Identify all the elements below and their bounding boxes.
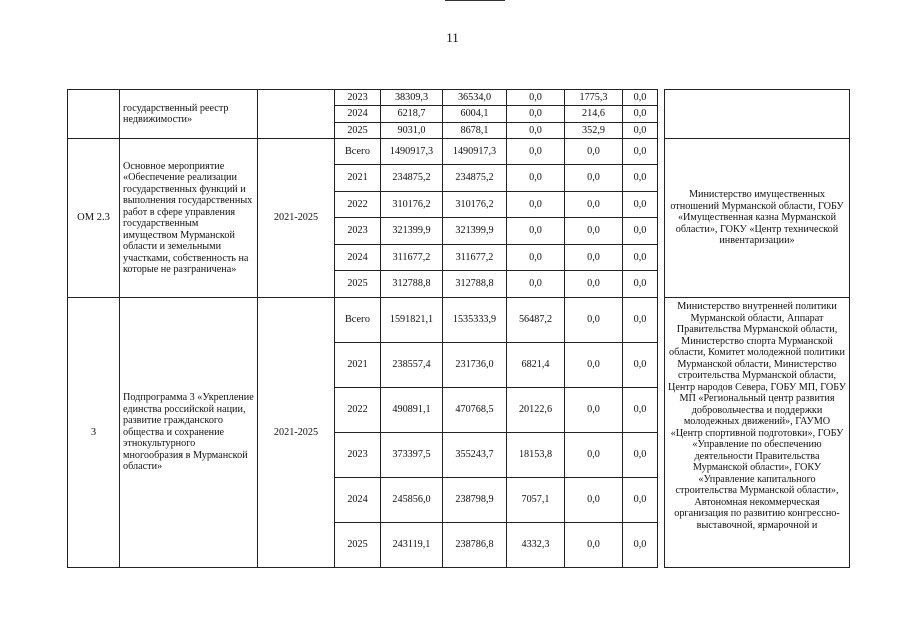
total-value: 234875,2	[381, 165, 443, 192]
federal-budget-value: 0,0	[507, 123, 565, 139]
local-budget-value: 0,0	[565, 523, 623, 568]
table-row	[68, 139, 850, 165]
executor-cell	[665, 90, 850, 139]
total-value: 238557,4	[381, 343, 443, 388]
local-budget-value: 0,0	[565, 298, 623, 343]
year-cell: 2023	[335, 90, 381, 106]
measure-name-cell: государственный реестр недвижимости»	[120, 90, 258, 139]
total-value: 311677,2	[381, 245, 443, 271]
year-cell: 2023	[335, 218, 381, 245]
other-sources-value: 0,0	[623, 165, 658, 192]
local-budget-value: 352,9	[565, 123, 623, 139]
federal-budget-value: 0,0	[507, 90, 565, 106]
federal-budget-value: 0,0	[507, 139, 565, 165]
regional-budget-value: 321399,9	[443, 218, 507, 245]
other-sources-value: 0,0	[623, 478, 658, 523]
measure-code-cell: 3	[68, 298, 120, 568]
regional-budget-value: 1490917,3	[443, 139, 507, 165]
year-cell: 2024	[335, 245, 381, 271]
total-value: 38309,3	[381, 90, 443, 106]
federal-budget-value: 18153,8	[507, 433, 565, 478]
executor-cell: Министерство внутренней политики Мурманской области, Аппарат Правительства Мурманской области, Министерство спорта Мурманской области, Комитет молодежной политики Мурманской области, Министерство строительства Мурманской области, Центр народов Севера, ГОБУ МП, ГОБУ МП «Региональный центр развития добровольчества и поддержки молодежных движений», ГАУМО «Центр спортивной подготовки», ГОБУ «Управление по обеспечению деятельности Правительства Мурманской области», ГОКУ «Управление капитального строительства Мурманской области», Автономная некоммерческая организация по развитию конгрессно-выставочной, ярмарочной и	[665, 298, 850, 568]
measure-code-cell	[68, 90, 120, 139]
year-cell: 2021	[335, 343, 381, 388]
local-budget-value: 0,0	[565, 192, 623, 218]
regional-budget-value: 231736,0	[443, 343, 507, 388]
total-value: 321399,9	[381, 218, 443, 245]
regional-budget-value: 355243,7	[443, 433, 507, 478]
period-cell: 2021-2025	[258, 139, 335, 298]
regional-budget-value: 470768,5	[443, 388, 507, 433]
total-value: 310176,2	[381, 192, 443, 218]
other-sources-value: 0,0	[623, 192, 658, 218]
column-gap	[658, 90, 665, 139]
local-budget-value: 0,0	[565, 343, 623, 388]
total-value: 1591821,1	[381, 298, 443, 343]
top-rule	[445, 0, 505, 1]
local-budget-value: 0,0	[565, 245, 623, 271]
local-budget-value: 0,0	[565, 388, 623, 433]
budget-table	[67, 89, 850, 568]
executor-cell: Министерство имущественных отношений Мурманской области, ГОБУ «Имущественная казна Мурманской области», ГОКУ «Центр технической инвентаризации»	[665, 139, 850, 298]
federal-budget-value: 20122,6	[507, 388, 565, 433]
column-gap	[658, 298, 665, 568]
total-value: 312788,8	[381, 271, 443, 298]
total-value: 490891,1	[381, 388, 443, 433]
year-cell: 2021	[335, 165, 381, 192]
total-value: 245856,0	[381, 478, 443, 523]
local-budget-value: 214,6	[565, 106, 623, 123]
year-cell: 2023	[335, 433, 381, 478]
measure-code-cell: ОМ 2.3	[68, 139, 120, 298]
year-cell: 2025	[335, 271, 381, 298]
table-row	[68, 298, 850, 343]
local-budget-value: 0,0	[565, 433, 623, 478]
other-sources-value: 0,0	[623, 388, 658, 433]
local-budget-value: 0,0	[565, 139, 623, 165]
regional-budget-value: 312788,8	[443, 271, 507, 298]
local-budget-value: 0,0	[565, 271, 623, 298]
other-sources-value: 0,0	[623, 245, 658, 271]
local-budget-value: 1775,3	[565, 90, 623, 106]
federal-budget-value: 0,0	[507, 271, 565, 298]
federal-budget-value: 6821,4	[507, 343, 565, 388]
other-sources-value: 0,0	[623, 433, 658, 478]
local-budget-value: 0,0	[565, 478, 623, 523]
year-cell: 2022	[335, 192, 381, 218]
total-value: 9031,0	[381, 123, 443, 139]
total-value: 1490917,3	[381, 139, 443, 165]
year-cell: 2024	[335, 478, 381, 523]
regional-budget-value: 238786,8	[443, 523, 507, 568]
other-sources-value: 0,0	[623, 298, 658, 343]
regional-budget-value: 36534,0	[443, 90, 507, 106]
page-number: 11	[446, 30, 459, 45]
local-budget-value: 0,0	[565, 218, 623, 245]
regional-budget-value: 310176,2	[443, 192, 507, 218]
other-sources-value: 0,0	[623, 271, 658, 298]
other-sources-value: 0,0	[623, 139, 658, 165]
regional-budget-value: 6004,1	[443, 106, 507, 123]
column-gap	[658, 139, 665, 298]
regional-budget-value: 238798,9	[443, 478, 507, 523]
federal-budget-value: 0,0	[507, 192, 565, 218]
regional-budget-value: 311677,2	[443, 245, 507, 271]
year-cell: 2024	[335, 106, 381, 123]
federal-budget-value: 56487,2	[507, 298, 565, 343]
other-sources-value: 0,0	[623, 90, 658, 106]
other-sources-value: 0,0	[623, 106, 658, 123]
year-cell: 2022	[335, 388, 381, 433]
other-sources-value: 0,0	[623, 218, 658, 245]
year-cell: 2025	[335, 523, 381, 568]
regional-budget-value: 234875,2	[443, 165, 507, 192]
other-sources-value: 0,0	[623, 343, 658, 388]
period-cell: 2021-2025	[258, 298, 335, 568]
federal-budget-value: 4332,3	[507, 523, 565, 568]
federal-budget-value: 0,0	[507, 165, 565, 192]
other-sources-value: 0,0	[623, 523, 658, 568]
year-cell: Всего	[335, 139, 381, 165]
total-value: 6218,7	[381, 106, 443, 123]
federal-budget-value: 0,0	[507, 106, 565, 123]
year-cell: Всего	[335, 298, 381, 343]
local-budget-value: 0,0	[565, 165, 623, 192]
period-cell	[258, 90, 335, 139]
federal-budget-value: 0,0	[507, 218, 565, 245]
regional-budget-value: 8678,1	[443, 123, 507, 139]
year-cell: 2025	[335, 123, 381, 139]
federal-budget-value: 0,0	[507, 245, 565, 271]
budget-table-body	[68, 90, 850, 568]
measure-name-cell: Подпрограмма 3 «Укрепление единства российской нации, развитие гражданского общества и сохранение этнокультурного многообразия в Мурманской области»	[120, 298, 258, 568]
table-row	[68, 90, 850, 106]
total-value: 373397,5	[381, 433, 443, 478]
other-sources-value: 0,0	[623, 123, 658, 139]
total-value: 243119,1	[381, 523, 443, 568]
regional-budget-value: 1535333,9	[443, 298, 507, 343]
measure-name-cell: Основное мероприятие «Обеспечение реализации государственных функций и выполнения государственных работ в сфере управления государственным имуществом Мурманской области и земельными участками, собственность на которые не разграничена»	[120, 139, 258, 298]
federal-budget-value: 7057,1	[507, 478, 565, 523]
